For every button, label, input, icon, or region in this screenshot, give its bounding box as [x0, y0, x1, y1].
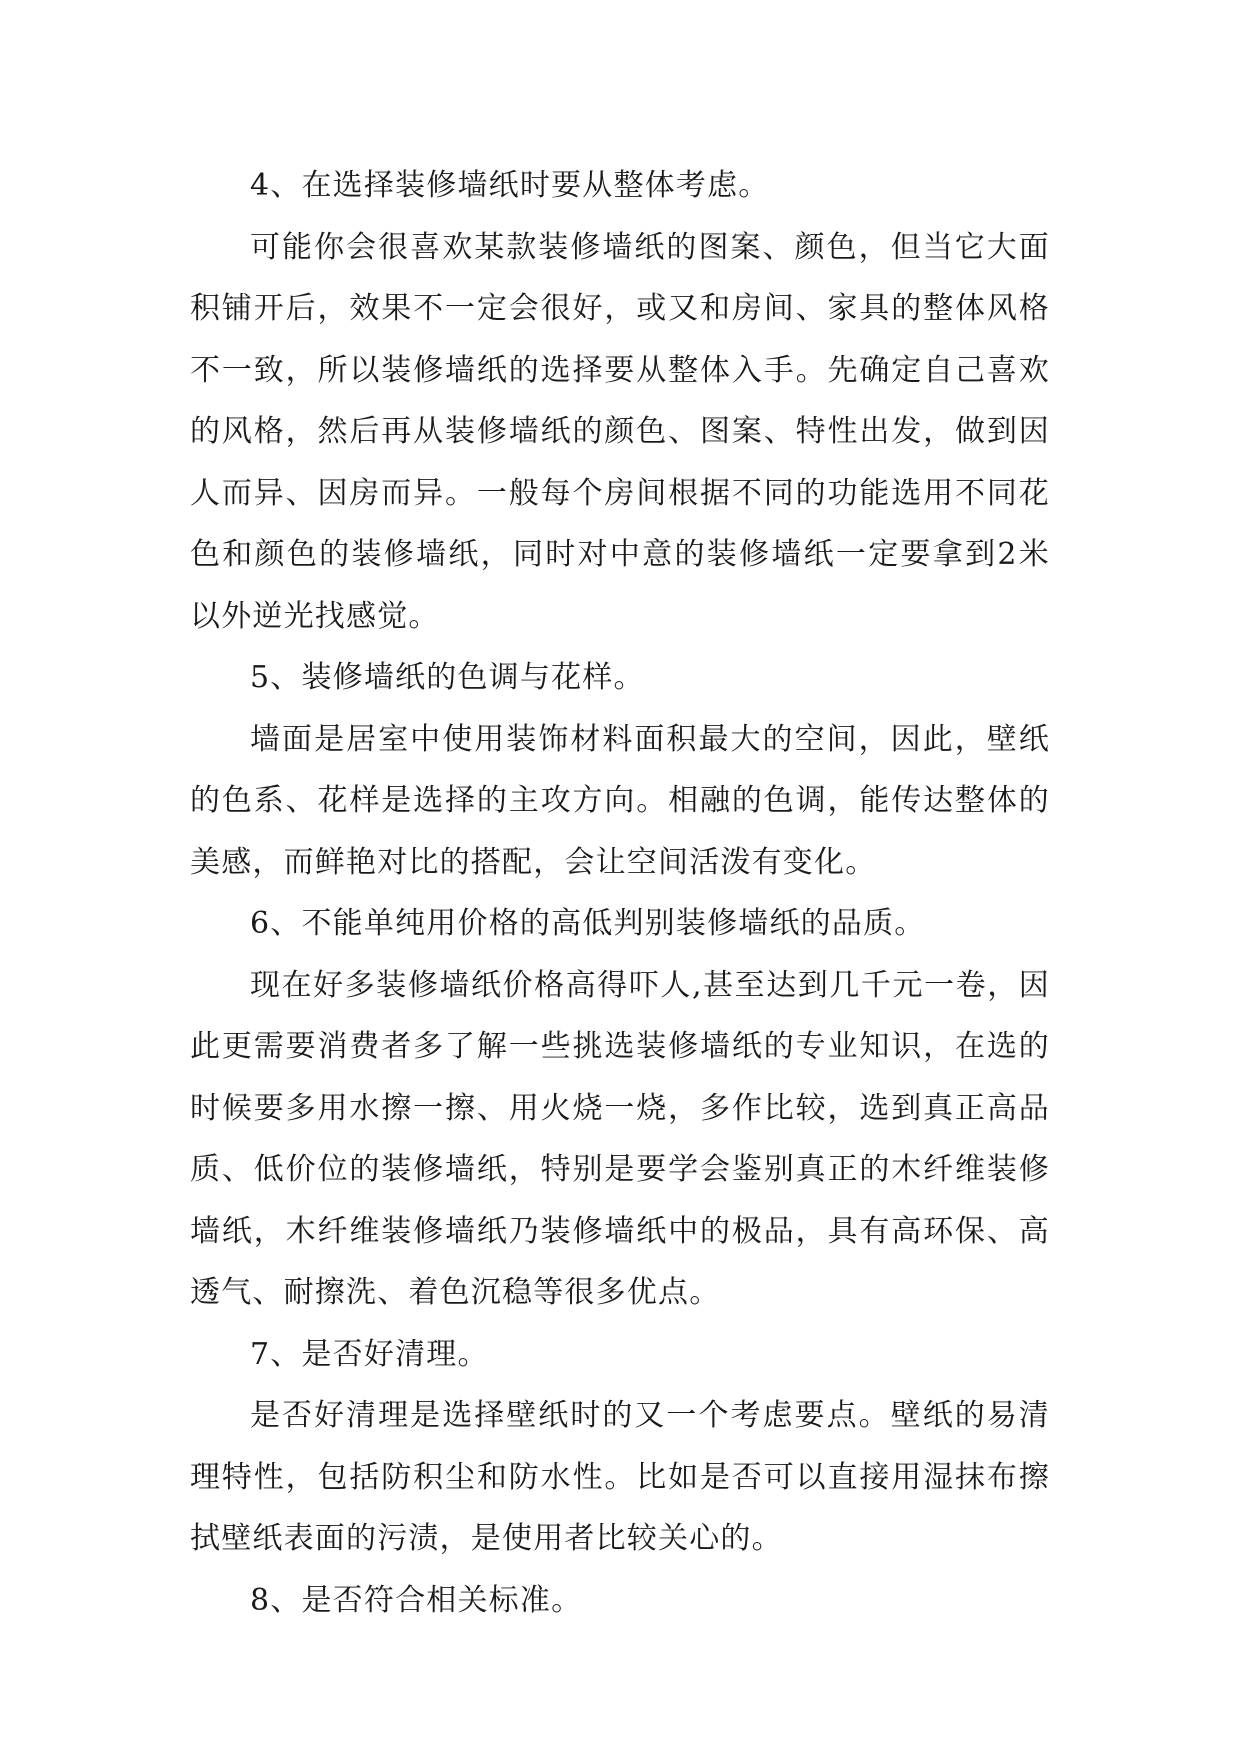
section-heading-7: 7、是否好清理。 [250, 1336, 489, 1372]
section-heading-4: 4、在选择装修墙纸时要从整体考虑。 [250, 168, 770, 203]
paragraph-overall-consideration: 可能你会很喜欢某款装修墙纸的图案、颜色，但当它大面积铺开后，效果不一定会很好，或又和房间、家具的整体风格不一致，所以装修墙纸的选择要从整体入手。先确定自己喜欢的风格，然后再从装修墙纸的颜色、图案、特性出发，做到因人而异、因房而异。一般每个房间根据不同的功能选用不同花色和颜色的装修墙纸，同时对中意的装修墙纸一定要拿到2米以外逆光找感觉。 [190, 229, 1050, 634]
section-heading-5: 5、装修墙纸的色调与花样。 [250, 660, 645, 695]
document-page [190, 155, 1050, 1631]
section-heading-8: 8、是否符合相关标准。 [250, 1582, 583, 1618]
section-heading-6: 6、不能单纯用价格的高低判别装修墙纸的品质。 [250, 906, 926, 941]
paragraph-color-and-pattern: 墙面是居室中使用装饰材料面积最大的空间，因此，壁纸的色系、花样是选择的主攻方向。相融的色调，能传达整体的美感，而鲜艳对比的搭配，会让空间活泼有变化。 [190, 721, 1050, 880]
paragraph-price-and-quality: 现在好多装修墙纸价格高得吓人,甚至达到几千元一卷，因此更需要消费者多了解一些挑选装修墙纸的专业知识，在选的时候要多用水擦一擦、用火烧一烧，多作比较，选到真正高品质、低价位的装修墙纸，特别是要学会鉴别真正的木纤维装修墙纸，木纤维装修墙纸乃装修墙纸中的极品，具有高环保、高透气、耐擦洗、着色沉稳等很多优点。 [190, 967, 1050, 1310]
paragraph-easy-cleaning: 是否好清理是选择壁纸时的又一个考虑要点。壁纸的易清理特性，包括防积尘和防水性。比如是否可以直接用湿抹布擦拭壁纸表面的污渍，是使用者比较关心的。 [190, 1398, 1050, 1556]
